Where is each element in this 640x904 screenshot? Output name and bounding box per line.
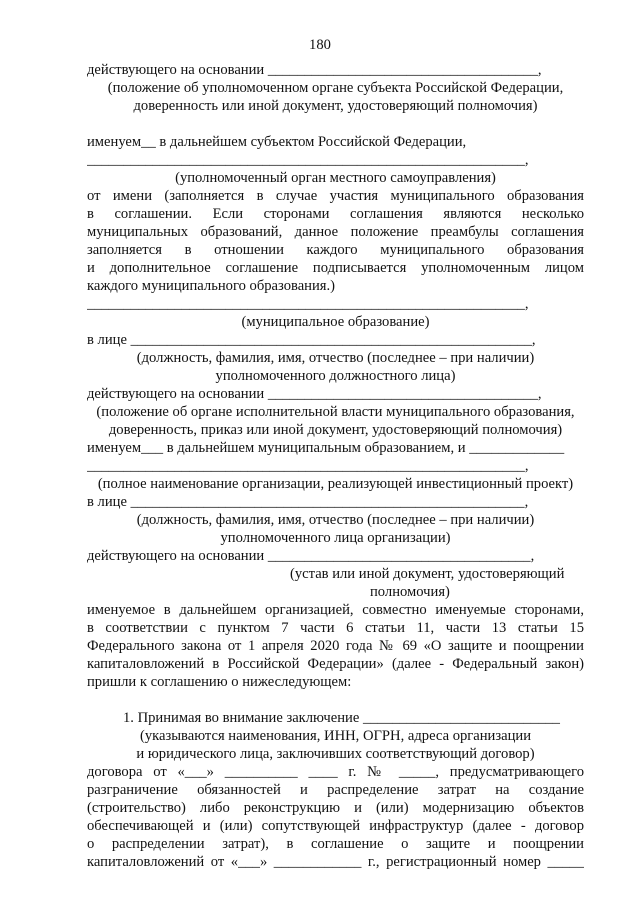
doc-paragraph-line: о распределении затрат), в соглашение о защите и поощрении — [87, 836, 584, 852]
doc-note-local-government: (уполномоченный орган местного самоуправления) — [175, 170, 496, 186]
doc-note-official-name: (должность, фамилия, имя, отчество (последнее – при наличии) — [136, 350, 535, 366]
doc-line-named-subject: именуем__ в дальнейшем субъектом Российской Федерации, — [87, 134, 467, 150]
doc-line-basis-1: действующего на основании _____________________________________, — [87, 62, 542, 78]
doc-paragraph-line: в соглашении. Если сторонами соглашения являются несколько — [87, 206, 584, 222]
doc-note-contract-parties: и юридического лица, заключивших соответствующий договор) — [136, 746, 535, 762]
doc-blank-line-3: ____________________________________________________________, — [87, 458, 529, 474]
doc-line-represented-by-1: в лице _______________________________________________________, — [87, 332, 536, 348]
doc-note-charter-cont: полномочия) — [370, 584, 450, 600]
doc-blank-line-1: ____________________________________________________________, — [87, 152, 529, 168]
doc-blank-line-2: ____________________________________________________________, — [87, 296, 529, 312]
doc-paragraph-line: заполняется в отношении каждого муниципального образования — [87, 242, 584, 258]
doc-paragraph-line: именуемое в дальнейшем организацией, совместно именуемые сторонами, — [87, 602, 584, 618]
doc-note-authorized-body: (положение об уполномоченном органе субъекта Российской Федерации, — [107, 80, 564, 96]
doc-paragraph-line: в соответствии с пунктом 7 части 6 статьи 11, части 13 статьи 15 — [87, 620, 584, 636]
doc-paragraph-line: пришли к соглашению о нижеследующем: — [87, 674, 352, 690]
doc-note-charter: (устав или иной документ, удостоверяющий — [290, 566, 565, 582]
doc-note-organization-name: (полное наименование организации, реализующей инвестиционный проект) — [97, 476, 574, 492]
doc-note-order-document: доверенность, приказ или иной документ, удостоверяющий полномочия) — [108, 422, 563, 438]
doc-note-org-representative: уполномоченного лица организации) — [220, 530, 451, 546]
doc-note-municipality: (муниципальное образование) — [241, 314, 430, 330]
doc-paragraph-line: от имени (заполняется в случае участия муниципального образования — [87, 188, 584, 204]
doc-paragraph-line: каждого муниципального образования.) — [87, 278, 336, 294]
doc-paragraph-line: обеспечивающей и (или) сопутствующей инфраструктур (далее - договор — [87, 818, 584, 834]
doc-line-represented-by-2: в лице ______________________________________________________, — [87, 494, 529, 510]
doc-paragraph-line: (строительство) либо реконструкцию и (или) модернизацию объектов — [87, 800, 584, 816]
doc-paragraph-line: капиталовложений в Российской Федерации» (далее - Федеральный закон) — [87, 656, 584, 672]
doc-note-power-of-attorney: доверенность или иной документ, удостоверяющий полномочия) — [133, 98, 538, 114]
doc-clause-1-start: 1. Принимая во внимание заключение ___________________________ — [123, 710, 560, 726]
doc-note-official-name-2: (должность, фамилия, имя, отчество (последнее – при наличии) — [136, 512, 535, 528]
doc-note-identifiers: (указываются наименования, ИНН, ОГРН, адреса организации — [139, 728, 532, 744]
doc-line-basis-3: действующего на основании ____________________________________, — [87, 548, 535, 564]
doc-paragraph-line: договора от «___» __________ ____ г. № _____, предусматривающего — [87, 764, 584, 780]
doc-line-basis-2: действующего на основании _____________________________________, — [87, 386, 542, 402]
doc-paragraph-line: и дополнительное соглашение подписывается уполномоченным лицом — [87, 260, 584, 276]
doc-note-authorized-official: уполномоченного должностного лица) — [215, 368, 456, 384]
doc-paragraph-line: Федерального закона от 1 апреля 2020 года № 69 «О защите и поощрении — [87, 638, 584, 654]
doc-paragraph-line: муниципальных образований, данное положение преамбулы соглашения — [87, 224, 584, 240]
doc-line-named-municipality: именуем___ в дальнейшем муниципальным образованием, и _____________ — [87, 440, 565, 456]
page-number: 180 — [309, 37, 331, 53]
doc-paragraph-line: разграничение обязанностей и распределение затрат на создание — [87, 782, 584, 798]
doc-paragraph-line: капиталовложений от «___» ____________ г., регистрационный номер _____ — [87, 854, 584, 870]
doc-note-executive-body: (положение об органе исполнительной власти муниципального образования, — [96, 404, 575, 420]
